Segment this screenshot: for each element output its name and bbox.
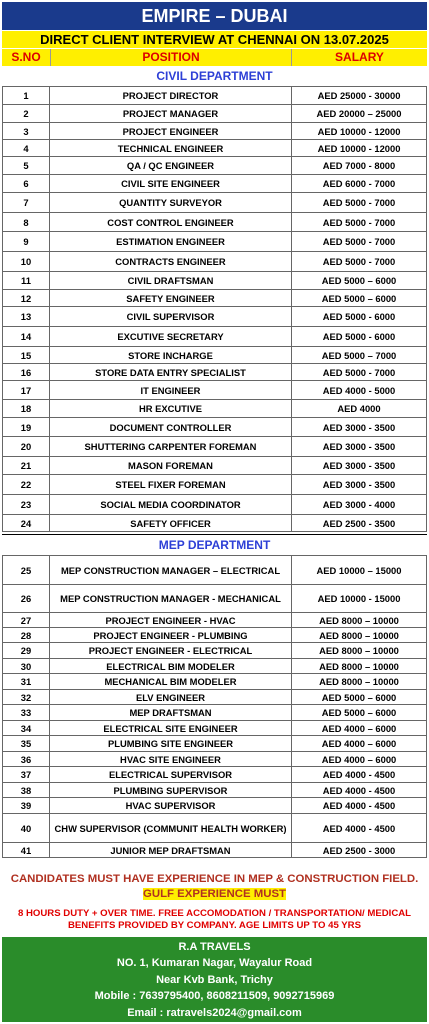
salary-cell: AED 5000 – 6000	[292, 272, 427, 290]
sno-cell: 27	[3, 613, 50, 628]
position-cell: PROJECT MANAGER	[50, 105, 292, 123]
position-cell: ELECTRICAL SUPERVISOR	[50, 767, 292, 783]
salary-cell: AED 5000 – 6000	[292, 290, 427, 307]
position-cell: STEEL FIXER FOREMAN	[50, 475, 292, 495]
position-cell: ELECTRICAL SITE ENGINEER	[50, 721, 292, 736]
salary-cell: AED 8000 – 10000	[292, 628, 427, 643]
sno-cell: 21	[3, 457, 50, 475]
flyer-title: EMPIRE – DUBAI	[2, 2, 427, 30]
sno-cell: 22	[3, 475, 50, 495]
position-cell: PLUMBING SITE ENGINEER	[50, 736, 292, 752]
table-row	[3, 157, 427, 175]
salary-cell: AED 5000 - 7000	[292, 213, 427, 232]
position-cell: STORE INCHARGE	[50, 347, 292, 364]
table-row	[3, 814, 427, 843]
section-divider	[2, 534, 427, 535]
sno-cell: 40	[3, 814, 50, 843]
salary-cell: AED 5000 - 7000	[292, 232, 427, 252]
sno-cell: 12	[3, 290, 50, 307]
agency-address-line2: Near Kvb Bank, Trichy	[156, 973, 273, 986]
sno-cell: 18	[3, 400, 50, 418]
salary-cell: AED 10000 - 12000	[292, 140, 427, 157]
sno-cell: 37	[3, 767, 50, 783]
position-cell: PROJECT ENGINEER - HVAC	[50, 613, 292, 628]
sno-cell: 8	[3, 213, 50, 232]
sno-cell: 11	[3, 272, 50, 290]
position-cell: CIVIL DRAFTSMAN	[50, 272, 292, 290]
sno-cell: 15	[3, 347, 50, 364]
table-row	[3, 674, 427, 690]
position-cell: DOCUMENT CONTROLLER	[50, 418, 292, 437]
position-cell: PROJECT ENGINEER - PLUMBING	[50, 628, 292, 643]
col-position-header: POSITION	[51, 49, 292, 66]
sno-cell: 31	[3, 674, 50, 690]
table-row	[3, 327, 427, 347]
salary-cell: AED 8000 – 10000	[292, 659, 427, 674]
table-row	[3, 193, 427, 213]
sno-cell: 33	[3, 705, 50, 721]
gulf-experience-highlight: GULF EXPERIENCE MUST	[142, 888, 287, 900]
position-cell: EXCUTIVE SECRETARY	[50, 327, 292, 347]
table-row	[3, 175, 427, 193]
position-cell: MECHANICAL BIM MODELER	[50, 674, 292, 690]
sno-cell: 13	[3, 307, 50, 327]
table-row	[3, 475, 427, 495]
salary-cell: AED 8000 – 10000	[292, 613, 427, 628]
sno-cell: 2	[3, 105, 50, 123]
table-row	[3, 105, 427, 123]
salary-cell: AED 5000 – 7000	[292, 347, 427, 364]
position-cell: PROJECT ENGINEER - ELECTRICAL	[50, 643, 292, 659]
agency-address-line1: NO. 1, Kumaran Nagar, Wayalur Road	[116, 957, 313, 970]
salary-cell: AED 4000 – 6000	[292, 752, 427, 767]
table-row	[3, 213, 427, 232]
table-row	[3, 705, 427, 721]
table-row	[3, 556, 427, 585]
table-row	[3, 123, 427, 140]
salary-cell: AED 4000 - 4500	[292, 814, 427, 843]
sno-cell: 36	[3, 752, 50, 767]
table-row	[3, 87, 427, 105]
position-cell: SHUTTERING CARPENTER FOREMAN	[50, 437, 292, 457]
salary-cell: AED 3000 - 3500	[292, 437, 427, 457]
sno-cell: 6	[3, 175, 50, 193]
position-cell: HR EXCUTIVE	[50, 400, 292, 418]
position-cell: QA / QC ENGINEER	[50, 157, 292, 175]
table-row	[3, 843, 427, 858]
table-row	[3, 307, 427, 327]
sno-cell: 34	[3, 721, 50, 736]
salary-cell: AED 2500 - 3000	[292, 843, 427, 858]
position-cell: CIVIL SITE ENGINEER	[50, 175, 292, 193]
position-cell: IT ENGINEER	[50, 381, 292, 400]
table-row	[3, 381, 427, 400]
sno-cell: 35	[3, 736, 50, 752]
position-cell: QUANTITY SURVEYOR	[50, 193, 292, 213]
position-cell: PROJECT ENGINEER	[50, 123, 292, 140]
salary-cell: AED 4000 – 6000	[292, 721, 427, 736]
sno-cell: 30	[3, 659, 50, 674]
table-row	[3, 690, 427, 705]
table-row	[3, 252, 427, 272]
sno-cell: 39	[3, 798, 50, 814]
sno-cell: 17	[3, 381, 50, 400]
sno-cell: 14	[3, 327, 50, 347]
salary-cell: AED 4000 - 4500	[292, 798, 427, 814]
table-row	[3, 457, 427, 475]
experience-note	[2, 872, 427, 902]
agency-name: R.A TRAVELS	[178, 941, 251, 953]
position-cell: ELECTRICAL BIM MODELER	[50, 659, 292, 674]
position-cell: PLUMBING SUPERVISOR	[50, 783, 292, 798]
salary-cell: AED 2500 - 3500	[292, 515, 427, 532]
sno-cell: 9	[3, 232, 50, 252]
position-cell: COST CONTROL ENGINEER	[50, 213, 292, 232]
salary-cell: AED 7000 - 8000	[292, 157, 427, 175]
mep-positions-table	[2, 555, 427, 858]
position-cell: SAFETY OFFICER	[50, 515, 292, 532]
experience-note-main: CANDIDATES MUST HAVE EXPERIENCE IN MEP & CONSTRUCTION FIELD.	[10, 873, 419, 885]
agency-footer	[2, 937, 427, 1022]
sno-cell: 24	[3, 515, 50, 532]
table-row	[3, 628, 427, 643]
sno-cell: 38	[3, 783, 50, 798]
benefits-note: 8 HOURS DUTY + OVER TIME. FREE ACCOMODATION / TRANSPORTATION/ MEDICAL BENEFITS PROVIDED BY COMPANY. AGE LIMITS UP TO 45 YRS	[17, 908, 412, 931]
table-row	[3, 347, 427, 364]
sno-cell: 26	[3, 585, 50, 613]
position-cell: TECHNICAL ENGINEER	[50, 140, 292, 157]
table-row	[3, 290, 427, 307]
sno-cell: 20	[3, 437, 50, 457]
sno-cell: 25	[3, 556, 50, 585]
table-row	[3, 437, 427, 457]
salary-cell: AED 5000 - 7000	[292, 252, 427, 272]
salary-cell: AED 3000 - 3500	[292, 418, 427, 437]
salary-cell: AED 4000 - 4500	[292, 783, 427, 798]
position-cell: PROJECT DIRECTOR	[50, 87, 292, 105]
salary-cell: AED 4000 - 4500	[292, 767, 427, 783]
agency-email: Email : ratravels2024@gmail.com	[127, 1006, 302, 1019]
salary-cell: AED 4000 - 5000	[292, 381, 427, 400]
table-row	[3, 364, 427, 381]
salary-cell: AED 3000 - 3500	[292, 475, 427, 495]
table-row	[3, 659, 427, 674]
position-cell: MASON FOREMAN	[50, 457, 292, 475]
sno-cell: 23	[3, 495, 50, 515]
table-row	[3, 585, 427, 613]
col-sno-header: S.NO	[2, 49, 51, 66]
position-cell: CHW SUPERVISOR (COMMUNIT HEALTH WORKER)	[50, 814, 292, 843]
salary-cell: AED 20000 – 25000	[292, 105, 427, 123]
table-row	[3, 721, 427, 736]
position-cell: CIVIL SUPERVISOR	[50, 307, 292, 327]
sno-cell: 16	[3, 364, 50, 381]
table-row	[3, 515, 427, 532]
interview-subtitle: DIRECT CLIENT INTERVIEW AT CHENNAI ON 13.07.2025	[2, 31, 427, 48]
salary-cell: AED 10000 - 15000	[292, 585, 427, 613]
civil-positions-table	[2, 86, 427, 532]
sno-cell: 3	[3, 123, 50, 140]
position-cell: ESTIMATION ENGINEER	[50, 232, 292, 252]
position-cell: JUNIOR MEP DRAFTSMAN	[50, 843, 292, 858]
sno-cell: 4	[3, 140, 50, 157]
table-row	[3, 400, 427, 418]
salary-cell: AED 4000	[292, 400, 427, 418]
position-cell: MEP CONSTRUCTION MANAGER – ELECTRICAL	[50, 556, 292, 585]
table-row	[3, 736, 427, 752]
salary-cell: AED 10000 - 12000	[292, 123, 427, 140]
salary-cell: AED 5000 - 6000	[292, 307, 427, 327]
position-cell: SAFETY ENGINEER	[50, 290, 292, 307]
sno-cell: 41	[3, 843, 50, 858]
position-cell: MEP DRAFTSMAN	[50, 705, 292, 721]
civil-department-heading: CIVIL DEPARTMENT	[156, 69, 273, 83]
sno-cell: 1	[3, 87, 50, 105]
table-row	[3, 752, 427, 767]
position-cell: STORE DATA ENTRY SPECIALIST	[50, 364, 292, 381]
table-row	[3, 783, 427, 798]
position-cell: HVAC SITE ENGINEER	[50, 752, 292, 767]
sno-cell: 19	[3, 418, 50, 437]
salary-cell: AED 5000 - 7000	[292, 364, 427, 381]
table-row	[3, 495, 427, 515]
position-cell: HVAC SUPERVISOR	[50, 798, 292, 814]
table-row	[3, 272, 427, 290]
salary-cell: AED 8000 – 10000	[292, 643, 427, 659]
salary-cell: AED 5000 - 6000	[292, 327, 427, 347]
sno-cell: 7	[3, 193, 50, 213]
salary-cell: AED 3000 - 3500	[292, 457, 427, 475]
salary-cell: AED 3000 - 4000	[292, 495, 427, 515]
salary-cell: AED 4000 – 6000	[292, 736, 427, 752]
table-row	[3, 418, 427, 437]
table-row	[3, 643, 427, 659]
sno-cell: 29	[3, 643, 50, 659]
table-row	[3, 232, 427, 252]
table-header-row	[2, 49, 427, 66]
salary-cell: AED 5000 - 7000	[292, 193, 427, 213]
salary-cell: AED 10000 – 15000	[292, 556, 427, 585]
agency-mobile: Mobile : 7639795400, 8608211509, 9092715969	[94, 990, 335, 1003]
position-cell: ELV ENGINEER	[50, 690, 292, 705]
position-cell: SOCIAL MEDIA COORDINATOR	[50, 495, 292, 515]
salary-cell: AED 6000 - 7000	[292, 175, 427, 193]
mep-department-heading: MEP DEPARTMENT	[158, 538, 271, 552]
table-row	[3, 140, 427, 157]
salary-cell: AED 8000 – 10000	[292, 674, 427, 690]
salary-cell: AED 5000 – 6000	[292, 690, 427, 705]
table-row	[3, 798, 427, 814]
sno-cell: 32	[3, 690, 50, 705]
sno-cell: 5	[3, 157, 50, 175]
position-cell: CONTRACTS ENGINEER	[50, 252, 292, 272]
sno-cell: 10	[3, 252, 50, 272]
col-salary-header: SALARY	[335, 50, 384, 64]
position-cell: MEP CONSTRUCTION MANAGER - MECHANICAL	[50, 585, 292, 613]
table-row	[3, 613, 427, 628]
salary-cell: AED 25000 - 30000	[292, 87, 427, 105]
salary-cell: AED 5000 – 6000	[292, 705, 427, 721]
table-row	[3, 767, 427, 783]
sno-cell: 28	[3, 628, 50, 643]
